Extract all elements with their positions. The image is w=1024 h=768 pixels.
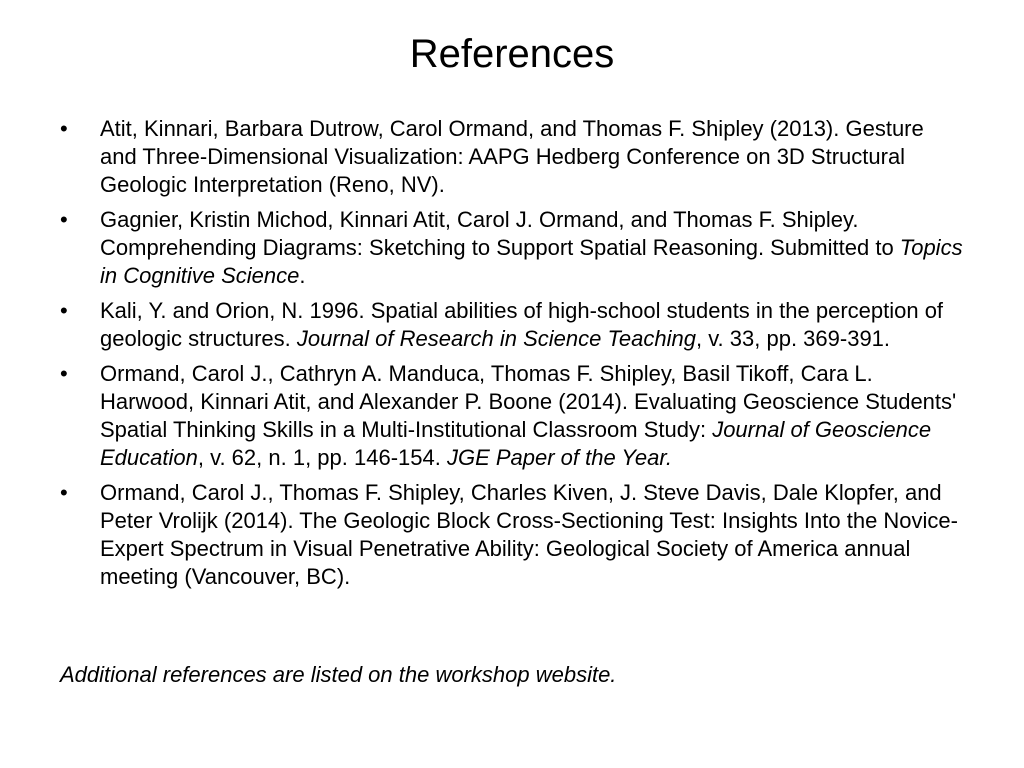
reference-italic-text: Journal of Research in Science Teaching xyxy=(296,326,696,351)
bullet-icon: • xyxy=(60,207,68,232)
references-list xyxy=(60,115,965,598)
reference-italic-text: Topics in Cognitive Science xyxy=(100,235,963,288)
reference-text: , v. 62, n. 1, pp. 146-154. xyxy=(197,445,447,470)
reference-text: . xyxy=(299,263,306,288)
reference-text: Atit, Kinnari, Barbara Dutrow, Carol Ormand, and Thomas F. Shipley (2013). Gesture and Three-Dimensional Visualization: AAPG Hedberg Conference on 3D Structural Geologic Interpretation (Reno, NV). xyxy=(100,116,924,197)
reference-italic-text: Journal of Geoscience Education xyxy=(100,417,932,470)
reference-text: Ormand, Carol J., Thomas F. Shipley, Charles Kiven, J. Steve Davis, Dale Klopfer, and Peter Vrolijk (2014). The Geologic Block Cross-Sectioning Test: Insights Into the Novice-Expert Spectrum in Visual Penetrative Ability: Geological Society of America annual meeting (Vancouver, BC). xyxy=(100,480,958,589)
reference-item xyxy=(60,115,965,199)
additional-references-note: Additional references are listed on the workshop website. xyxy=(60,662,617,687)
reference-italic-text: JGE Paper of the Year. xyxy=(446,445,672,470)
reference-item xyxy=(60,297,965,353)
slide-title: References xyxy=(409,32,615,76)
reference-text: , v. 33, pp. 369-391. xyxy=(695,326,891,351)
reference-item xyxy=(60,206,965,290)
reference-text: Gagnier, Kristin Michod, Kinnari Atit, Carol J. Ormand, and Thomas F. Shipley. Comprehending Diagrams: Sketching to Support Spatial Reasoning. Submitted to xyxy=(100,207,900,260)
reference-text: Kali, Y. and Orion, N. 1996. Spatial abilities of high-school students in the perception of geologic structures. xyxy=(100,298,944,351)
bullet-icon: • xyxy=(60,361,68,386)
reference-item xyxy=(60,479,965,591)
reference-item xyxy=(60,360,965,472)
bullet-icon: • xyxy=(60,480,68,505)
reference-text: Ormand, Carol J., Cathryn A. Manduca, Thomas F. Shipley, Basil Tikoff, Cara L. Harwood, Kinnari Atit, and Alexander P. Boone (2014). Evaluating Geoscience Students' Spatial Thinking Skills in a Multi-Institutional Classroom Study: xyxy=(100,361,957,442)
bullet-icon: • xyxy=(60,116,68,141)
bullet-icon: • xyxy=(60,298,68,323)
